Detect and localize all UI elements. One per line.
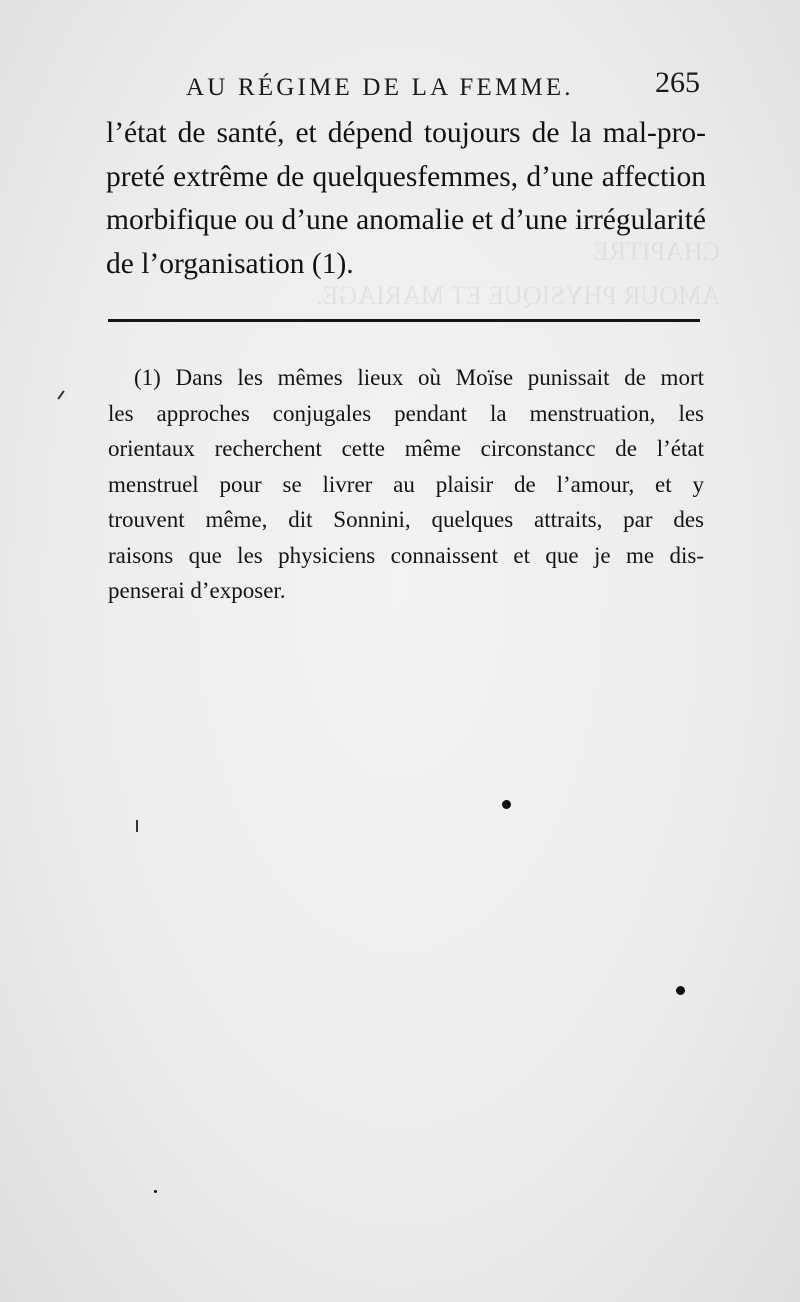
ink-speck <box>154 1190 157 1193</box>
footnote <box>108 360 704 609</box>
main-text <box>106 112 706 286</box>
footnote-line: trouvent même, dit Sonnini, quelques attraits, par des <box>108 507 704 532</box>
main-text-line: de l’organisation (1). <box>106 247 354 280</box>
footnote-line: les approches conjugales pendant la menstruation, les <box>108 400 704 426</box>
footnote-line: menstruel pour se livrer au plaisir de l’amour, et y <box>108 471 704 497</box>
footnote-line: raisons que les physiciens connaissent et que je me dis- <box>108 542 704 568</box>
paper-mark <box>136 820 138 832</box>
page-number: 265 <box>655 66 700 99</box>
ink-speck <box>502 800 511 809</box>
footnote-line: orientaux recherchent cette même circonstancc de l’état <box>108 436 704 461</box>
ink-speck <box>676 986 685 995</box>
paper-mark <box>57 390 64 399</box>
running-head <box>180 66 700 106</box>
main-text-line: preté extrême de quelquesfemmes, d’une affection <box>106 160 706 193</box>
footnote-line: (1) Dans les mêmes lieux où Moïse punissait de mort <box>134 365 704 390</box>
show-through-background: CHAPITRE AMOUR PHYSIQUE ET MARIAGE. <box>316 237 720 310</box>
main-text-line: morbifique ou d’une anomalie et d’une irrégularité <box>106 204 706 236</box>
running-head-title: AU RÉGIME DE LA FEMME. <box>186 74 574 101</box>
footnote-line: penserai d’exposer. <box>108 578 286 603</box>
footnote-separator-rule <box>108 319 700 322</box>
main-text-line: l’état de santé, et dépend toujours de la mal-pro- <box>106 117 706 149</box>
